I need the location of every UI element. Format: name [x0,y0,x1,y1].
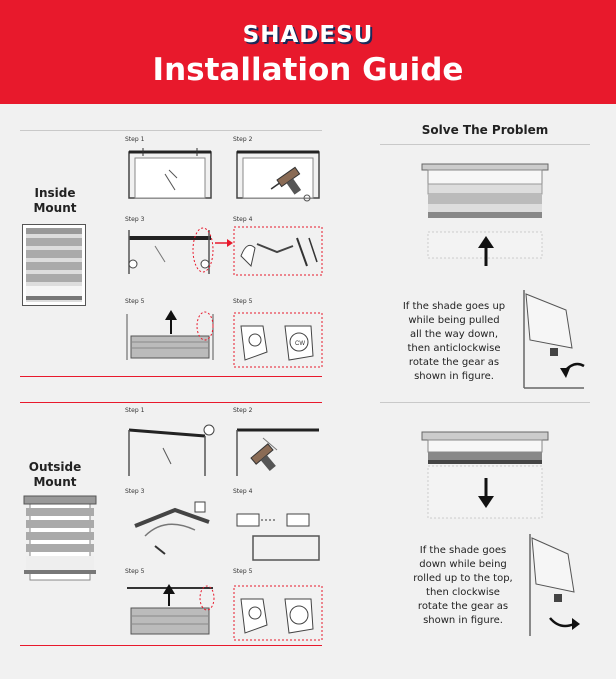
outside-step5b-illustration [233,585,323,641]
step-label: Step 1 [125,407,145,414]
header-banner [0,0,616,104]
divider [20,130,322,131]
inside-step4-illustration [233,226,323,276]
solve-problem-title: Solve The Problem [421,123,549,137]
step-label: Step 5 [125,298,145,305]
outside-step3-illustration [125,496,215,558]
outside-step5a-illustration [125,580,215,638]
step-label: Step 5 [233,568,253,575]
step-label: Step 2 [233,407,253,414]
divider [380,402,590,403]
problem2-description: If the shade goes down while being rolled up to the top, then clockwise rotate the gear as shown in figure. [413,545,513,626]
svg-text:CW: CW [295,341,305,347]
inside-mount-label: Inside Mount [33,186,77,215]
inside-step1-illustration [125,144,215,202]
inside-step3-illustration [125,224,215,276]
inside-step5a-illustration [125,306,215,362]
outside-step2-illustration [233,416,323,480]
divider [380,144,590,145]
outside-mount-label: Outside Mount [28,460,82,489]
outside-step1-illustration [125,416,217,478]
step-label: Step 5 [233,298,253,305]
inside-arrow [215,238,233,248]
step-label: Step 5 [125,568,145,575]
brand-logo: SHADESU [242,22,374,48]
problem2-blind-illustration [420,430,550,538]
problem1-blind-illustration [420,160,550,270]
inside-step2-illustration [233,144,323,212]
inside-step5b-illustration [233,312,323,368]
problem1-gear-detail [522,288,588,390]
divider [20,402,322,403]
step-label: Step 2 [233,136,253,143]
divider [20,645,322,646]
problem1-description: If the shade goes up while being pulled all the way down, then anticlockwise rotate the gear as shown in figure. [402,301,506,382]
divider [20,376,322,377]
problem2-gear-detail [528,532,590,638]
outside-step4-illustration [233,496,323,562]
step-label: Step 4 [233,488,253,495]
outside-mount-blind-illustration [22,494,98,584]
step-label: Step 3 [125,488,145,495]
page-title: Installation Guide [152,52,464,88]
step-label: Step 1 [125,136,145,143]
step-label: Step 4 [233,216,253,223]
inside-mount-blind-illustration [22,224,86,306]
step-label: Step 3 [125,216,145,223]
